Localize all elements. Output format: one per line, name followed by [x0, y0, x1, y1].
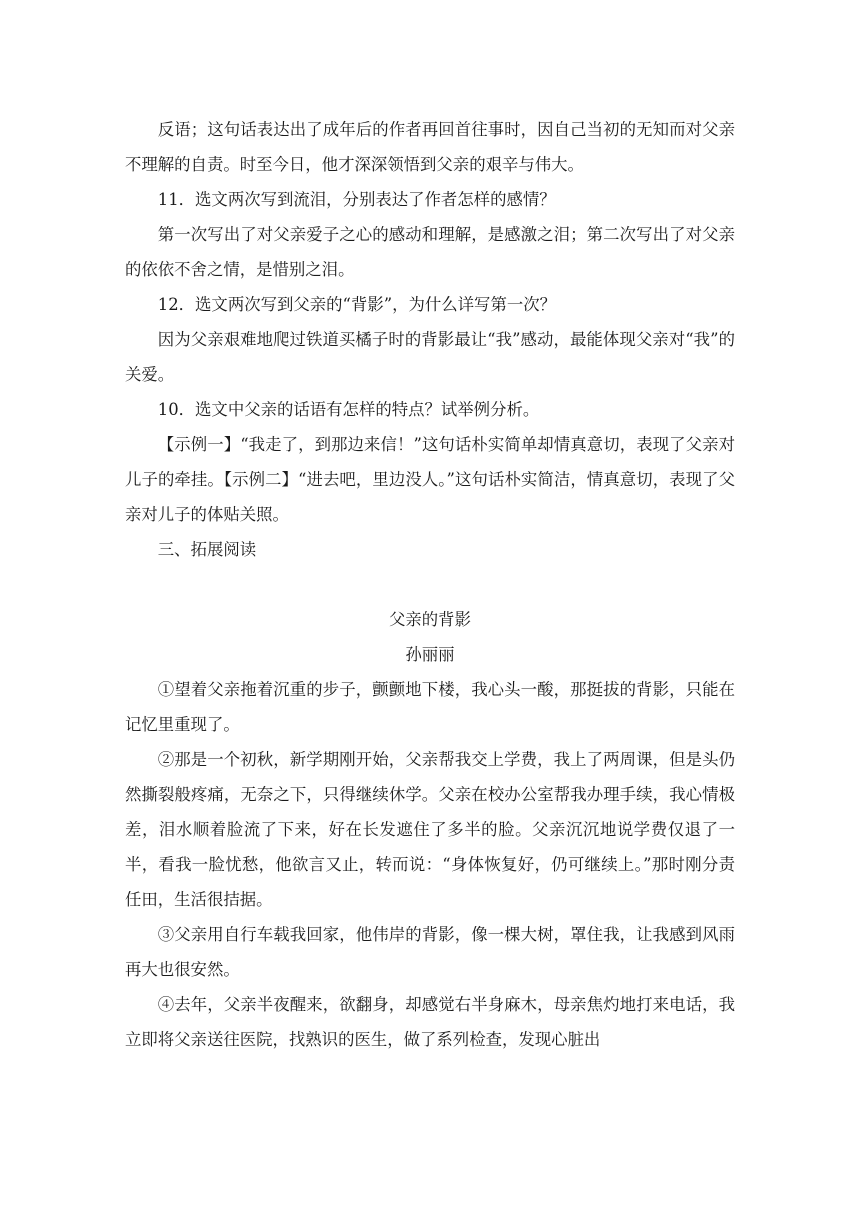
- answer-paragraph: 反语；这句话表达出了成年后的作者再回首往事时，因自己当初的无知而对父亲不理解的自责。时至今日，他才深深领悟到父亲的艰辛与伟大。: [125, 120, 735, 174]
- article-title: 父亲的背影: [389, 610, 471, 629]
- question-paragraph: 10．选文中父亲的话语有怎样的特点？试举例分析。: [157, 400, 540, 419]
- article-paragraph: ①望着父亲拖着沉重的步子，颤颤地下楼，我心头一酸，那挺拔的背影，只能在记忆里重现了。: [125, 680, 735, 734]
- blank-line: [125, 567, 735, 602]
- article-author: 孙丽丽: [405, 645, 455, 664]
- section-heading: 三、拓展阅读: [157, 540, 257, 559]
- article-paragraph: ③父亲用自行车载我回家，他伟岸的背影，像一棵大树，罩住我，让我感到风雨再大也很安然。: [125, 925, 735, 979]
- answer-paragraph: 【示例一】“我走了，到那边来信！”这句话朴实简单却情真意切，表现了父亲对儿子的牵挂。【示例二】“进去吧，里边没人。”这句话朴实简洁，情真意切，表现了父亲对儿子的体贴关照。: [125, 435, 735, 524]
- answer-paragraph: 第一次写出了对父亲爱子之心的感动和理解，是感激之泪；第二次写出了对父亲的依依不舍之情，是惜别之泪。: [125, 225, 735, 279]
- article-paragraph: ④去年，父亲半夜醒来，欲翻身，却感觉右半身麻木，母亲焦灼地打来电话，我立即将父亲送往医院，找熟识的医生，做了系列检查，发现心脏出: [125, 995, 735, 1049]
- answer-paragraph: 因为父亲艰难地爬过铁道买橘子时的背影最让“我”感动，最能体现父亲对“我”的关爱。: [125, 330, 735, 384]
- question-paragraph: 11．选文两次写到流泪，分别表达了作者怎样的感情？: [157, 190, 556, 209]
- article-paragraph: ②那是一个初秋，新学期刚开始，父亲帮我交上学费，我上了两周课，但是头仍然撕裂般疼痛，无奈之下，只得继续休学。父亲在校办公室帮我办理手续，我心情极差，泪水顺着脸流了下来，好在长发遮住了多半的脸。父亲沉沉地说学费仅退了一半，看我一脸忧愁，他欲言又止，转而说：“身体恢复好，仍可继续上。”那时刚分责任田，生活很拮据。: [125, 750, 735, 909]
- document-page: [125, 112, 735, 1057]
- question-paragraph: 12．选文两次写到父亲的“背影”，为什么详写第一次？: [157, 295, 557, 314]
